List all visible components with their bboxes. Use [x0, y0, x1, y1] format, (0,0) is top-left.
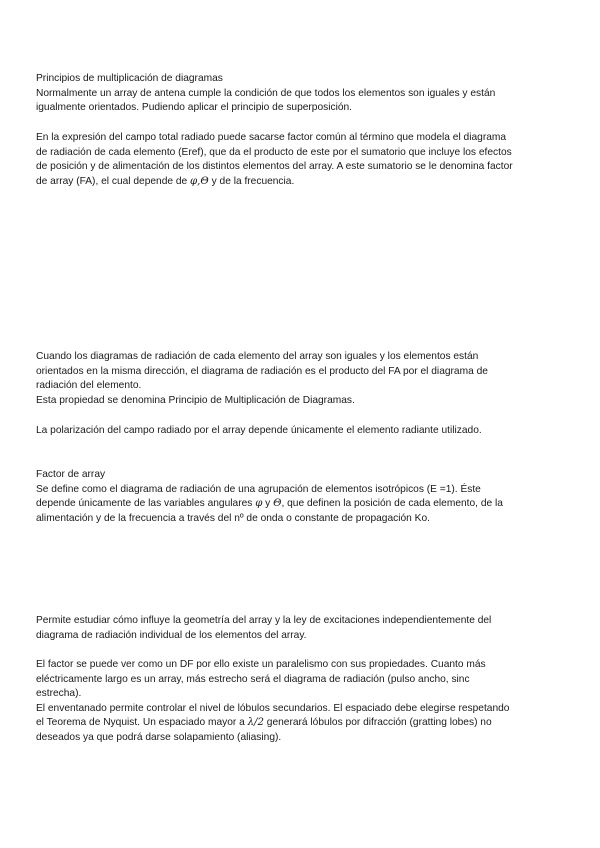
text-fragment: generará lóbulos por difracción (gratting lobes) no: [263, 717, 492, 729]
paragraph-line: [36, 497, 556, 512]
section-heading-principle: Principios de multiplicación de diagramas: [36, 73, 223, 84]
paragraph-line: diagrama de radiación individual de los elementos del array.: [36, 629, 307, 641]
paragraph-line: Permite estudiar cómo influye la geometría del array y la ley de excitaciones independientemente del: [36, 615, 492, 626]
paragraph-df-properties: [36, 658, 556, 746]
section-array-factor: [36, 468, 556, 526]
section-principle: [36, 72, 556, 116]
text-fragment: de array (FA), el cual depende de: [36, 175, 191, 187]
text-fragment: depende únicamente de las variables angulares: [36, 498, 256, 510]
text-fragment: y de la frecuencia.: [208, 175, 295, 187]
paragraph-line: radiación del elemento.: [36, 380, 142, 392]
math-symbol-theta: Θ: [273, 498, 282, 510]
paragraph-polarization: [36, 424, 556, 439]
paragraph-line: Normalmente un array de antena cumple la condición de que todos los elementos son iguales y están: [36, 87, 496, 99]
paragraph-line: Cuando los diagramas de radiación de cada elemento del array son iguales y los elementos están: [36, 351, 479, 362]
text-fragment: , que definen la posición de cada elemento, de la: [281, 498, 503, 510]
paragraph-line: [36, 175, 556, 190]
paragraph-line: alimentación y de la frecuencia a través del nº de onda o constante de propagación Ko.: [36, 512, 430, 524]
text-fragment: el Teorema de Nyquist. Un espaciado mayor a: [36, 717, 248, 729]
paragraph-line: estrecha).: [36, 688, 82, 700]
paragraph-line: El factor se puede ver como un DF por ello existe un paralelismo con sus propiedades. Cuanto más: [36, 659, 486, 670]
paragraph-array-factor-intro: [36, 131, 556, 189]
math-symbol-phi: φ: [255, 498, 263, 510]
math-symbol-lambda: λ/2: [247, 717, 264, 729]
paragraph-line: [36, 716, 556, 731]
paragraph-line: Esta propiedad se denomina Principio de Multiplicación de Diagramas.: [36, 394, 355, 406]
paragraph-line: Se define como el diagrama de radiación de una agrupación de elementos isotrópicos (E =1). Éste: [36, 483, 481, 495]
paragraph-line: En la expresión del campo total radiado puede sacarse factor común al término que modela el diagrama: [36, 132, 507, 143]
section-heading-array-factor: Factor de array: [36, 469, 106, 480]
math-symbols: φ,Θ: [190, 175, 209, 187]
paragraph-line: de posición y de alimentación de los distintos elementos del array. A este sumatorio se le denomina factor: [36, 161, 513, 173]
paragraph-line: deseados ya que podrá darse solapamiento (aliasing).: [36, 731, 282, 743]
paragraph-multiplication: [36, 350, 556, 408]
paragraph-line: La polarización del campo radiado por el array depende únicamente el elemento radiante utilizado.: [36, 425, 482, 436]
paragraph-line: de radiación de cada elemento (Eref), que da el producto de este por el sumatorio que incluye los efectos: [36, 146, 512, 158]
text-fragment: y: [262, 498, 274, 510]
paragraph-geometry: [36, 614, 556, 643]
paragraph-line: igualmente orientados. Pudiendo aplicar el principio de superposición.: [36, 102, 353, 114]
paragraph-line: orientados en la misma dirección, el diagrama de radiación es el producto del FA por el diagrama de: [36, 365, 488, 377]
paragraph-line: El enventanado permite controlar el nivel de lóbulos secundarios. El espaciado debe elegirse respetando: [36, 702, 510, 714]
paragraph-line: eléctricamente largo es un array, más estrecho será el diagrama de radiación (pulso ancho, sinc: [36, 673, 470, 685]
